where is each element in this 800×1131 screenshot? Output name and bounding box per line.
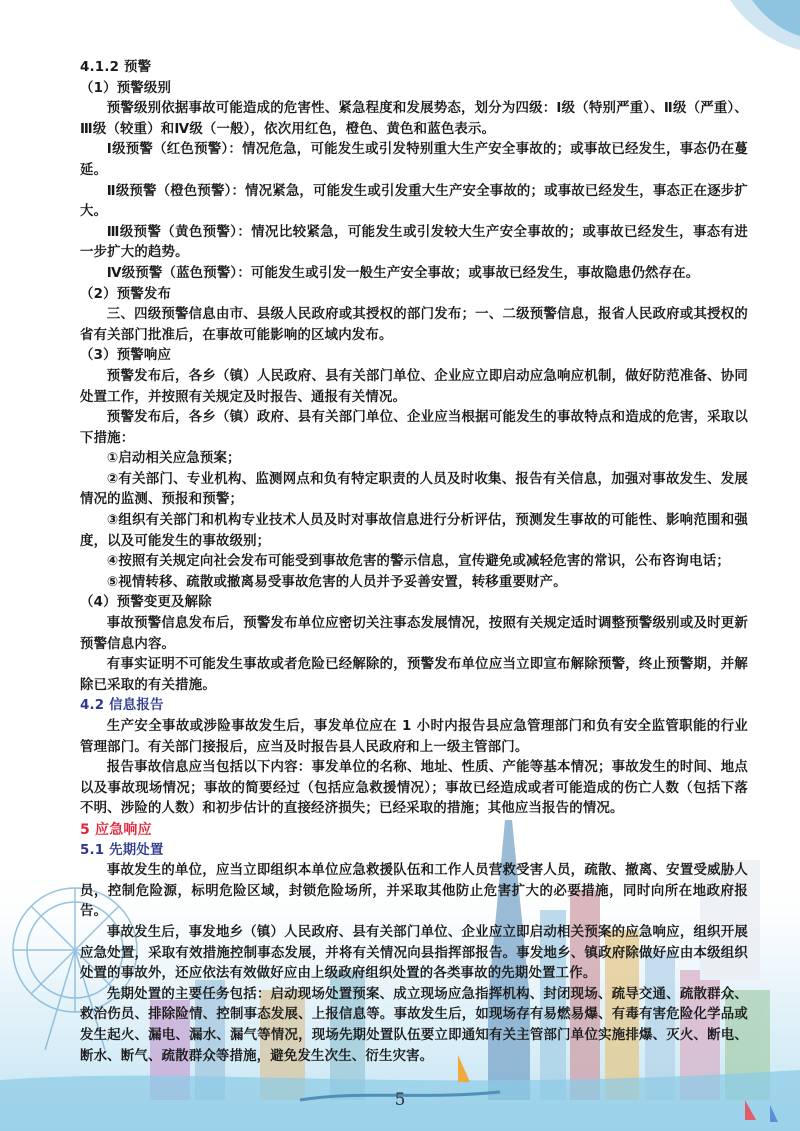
paragraph: 事故发生的单位，应当立即组织本单位应急救援队伍和工作人员营救受害人员，疏散、撤离、安置受威胁人员，控制危险源，标明危险区域，封锁危险场所，并采取其他防止危害扩大的必要措施，同时向所在地政府报告。: [80, 863, 748, 920]
section-heading-4-1-2: 4.1.2 预警: [80, 60, 152, 75]
paragraph: Ⅰ级预警（红色预警）：情况危急，可能发生或引发特别重大生产安全事故的；或事故已经发生，事态仍在蔓延。: [80, 142, 748, 178]
list-item: ⑤视情转移、疏散或撤离易受事故危害的人员并予妥善安置，转移重要财产。: [106, 574, 567, 590]
paragraph: Ⅱ级预警（橙色预警）：情况紧急，可能发生或引发重大生产安全事故的；或事故已经发生，事态正在逐步扩大。: [80, 183, 748, 220]
list-item: ②有关部门、专业机构、监测网点和负有特定职责的人员及时收集、报告有关信息，加强对事故发生、发展情况的监测、预报和预警；: [80, 471, 748, 508]
paragraph: 事故预警信息发布后，预警发布单位应密切关注事态发展情况，按照有关规定适时调整预警级别或及时更新预警信息内容。: [80, 616, 748, 652]
subheading-warning-levels: （1）预警级别: [80, 80, 172, 96]
document-body: [80, 58, 748, 1067]
paragraph: 有事实证明不可能发生事故或者危险已经解除的，预警发布单位应当立即宣布解除预警，终止预警期，并解除已采取的有关措施。: [80, 657, 748, 693]
paragraph: 预警级别依据事故可能造成的危害性、紧急程度和发展势态，划分为四级：Ⅰ级（特别严重）、Ⅱ级（严重）、Ⅲ级（较重）和Ⅳ级（一般），依次用红色，橙色、黄色和蓝色表示。: [80, 101, 748, 137]
list-item: ①启动相关应急预案；: [106, 451, 241, 467]
paragraph: 预警发布后，各乡（镇）政府、县有关部门单位、企业应当根据可能发生的事故特点和造成的危害，采取以下措施：: [80, 410, 748, 446]
section-heading-4-2: 4.2 信息报告: [80, 698, 164, 714]
section-heading-5-1: 5.1 先期处置: [80, 842, 164, 858]
subheading-warning-release: （2）预警发布: [80, 286, 172, 302]
list-item: ④按照有关规定向社会发布可能受到事故危害的警示信息，宣传避免或减轻危害的常识，公布咨询电话；: [106, 554, 730, 570]
subheading-warning-response: （3）预警响应: [80, 348, 172, 364]
paragraph: 报告事故信息应当包括以下内容：事发单位的名称、地址、性质、产能等基本情况；事故发生的时间、地点以及事故现场情况；事故的简要经过（包括应急救援情况）；事故已经造成或者可能造成的伤亡人数（包括下落不明、涉险的人数）和初步估计的直接经济损失；已经采取的措施；其他应当报告的情况。: [80, 760, 748, 817]
page-number: 5: [394, 1090, 406, 1110]
paragraph: 先期处置的主要任务包括：启动现场处置预案、成立现场应急指挥机构、封闭现场、疏导交通、疏散群众、救治伤员、排除险情、控制事态发展、上报信息等。事故发生后，如现场存有易燃易爆、有毒有害危险化学品或发生起火、漏电、漏水、漏气等情况，现场先期处置队伍要立即通知有关主管部门单位实施排爆、灭火、断电、断水、断气、疏散群众等措施，避免发生次生、衍生灾害。: [80, 986, 748, 1064]
subheading-warning-change: （4）预警变更及解除: [80, 595, 212, 611]
paragraph: 事故发生后，事发地乡（镇）人民政府、县有关部门单位、企业应立即启动相关预案的应急响应，组织开展应急处置，采取有效措施控制事态发展，并将有关情况向县指挥部报告。事发地乡、镇政府除做好应由本级组织处置的事故外，还应依法有效做好应由上级政府组织处置的各类事故的先期处置工作。: [80, 924, 748, 982]
list-item: ③组织有关部门和机构专业技术人员及时对事故信息进行分析评估，预测发生事故的可能性、影响范围和强度，以及可能发生的事故级别；: [80, 513, 748, 549]
paragraph: Ⅲ级预警（黄色预警）：情况比较紧急，可能发生或引发较大生产安全事故的；或事故已经发生，事态有进一步扩大的趋势。: [80, 224, 748, 261]
section-heading-5: 5 应急响应: [80, 821, 152, 838]
paragraph: 生产安全事故或涉险事故发生后，事发单位应在 1 小时内报告县应急管理部门和负有安全监管职能的行业管理部门。有关部门接报后，应当及时报告县人民政府和上一级主管部门。: [80, 719, 748, 755]
paragraph: 三、四级预警信息由市、县级人民政府或其授权的部门发布；一、二级预警信息，报省人民政府或其授权的省有关部门批准后，在事故可能影响的区域内发布。: [80, 307, 748, 343]
paragraph: Ⅳ级预警（蓝色预警）：可能发生或引发一般生产安全事故；或事故已经发生，事故隐患仍然存在。: [106, 265, 700, 281]
paragraph: 预警发布后，各乡（镇）人民政府、县有关部门单位、企业应立即启动应急响应机制，做好防范准备、协同处置工作，并按照有关规定及时报告、通报有关情况。: [80, 368, 748, 405]
